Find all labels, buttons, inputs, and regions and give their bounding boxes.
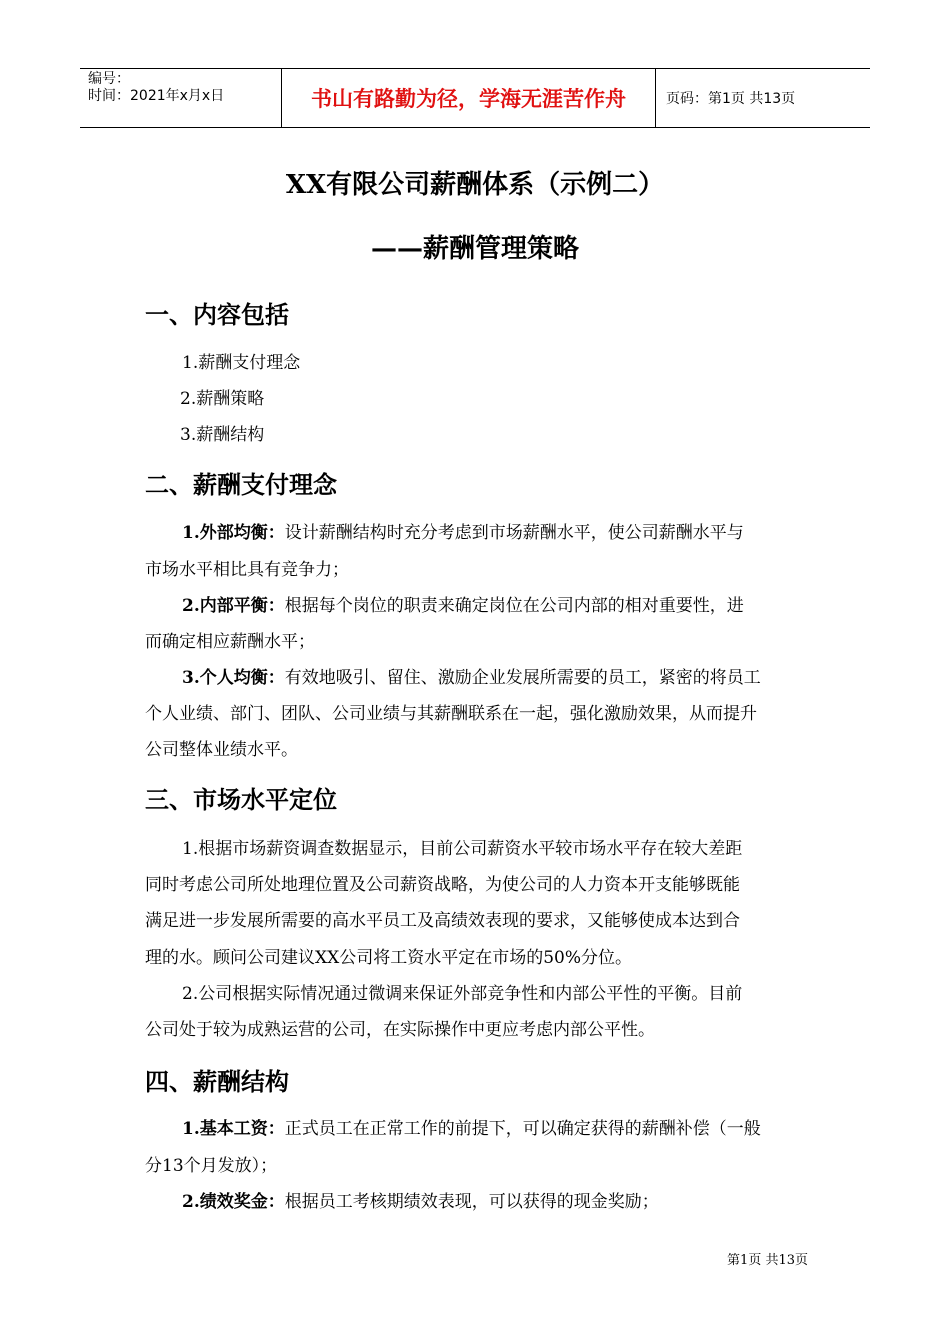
paragraph-text: 根据每个岗位的职责来确定岗位在公司内部的相对重要性，进: [284, 596, 744, 616]
term-label: 2.绩效奖金：: [182, 1192, 285, 1212]
list-item: 3.薪酬结构: [180, 425, 265, 445]
paragraph-line: [182, 518, 847, 543]
section-heading-1: 一、内容包括: [145, 300, 289, 329]
header-time: 时间：2021年x月x日: [88, 88, 225, 104]
term-label: 1.基本工资：: [182, 1119, 285, 1139]
list-item: 1.薪酬支付理念: [182, 353, 301, 373]
list-item: 2.薪酬策略: [180, 389, 265, 409]
header-meta: [80, 69, 282, 127]
header-number: 编号：: [88, 71, 130, 87]
term-label: 3.个人均衡：: [182, 668, 285, 688]
term-label: 2.内部平衡：: [182, 596, 285, 616]
paragraph-line: [182, 663, 847, 688]
paragraph-text: 根据员工考核期绩效表现，可以获得的现金奖励；: [284, 1192, 659, 1212]
paragraph-line: [182, 591, 847, 616]
paragraph-line: 个人业绩、部门、团队、公司业绩与其薪酬联系在一起，强化激励效果，从而提升: [145, 704, 757, 724]
term-label: 1.外部均衡：: [182, 523, 285, 543]
paragraph-line: 公司处于较为成熟运营的公司，在实际操作中更应考虑内部公平性。: [145, 1020, 655, 1040]
paragraph-line: 公司整体业绩水平。: [145, 740, 298, 760]
paragraph-line: 而确定相应薪酬水平；: [145, 632, 315, 652]
paragraph-line: 理的水。顾问公司建议XX公司将工资水平定在市场的50%分位。: [145, 948, 632, 968]
paragraph-line: 2.公司根据实际情况通过微调来保证外部竞争性和内部公平性的平衡。目前: [182, 984, 743, 1004]
paragraph-line: [182, 1114, 847, 1139]
page-header: [80, 68, 870, 128]
header-motto: 书山有路勤为径，学海无涯苦作舟: [282, 69, 656, 127]
header-page-number: 页码：第1页 共13页: [666, 91, 796, 107]
paragraph-text: 设计薪酬结构时充分考虑到市场薪酬水平，使公司薪酬水平与: [284, 523, 744, 543]
section-heading-3: 三、市场水平定位: [145, 785, 337, 814]
page-footer: 第1页 共13页: [727, 1253, 808, 1268]
section-heading-2: 二、薪酬支付理念: [145, 470, 337, 499]
paragraph-line: 市场水平相比具有竞争力；: [145, 560, 349, 580]
paragraph-line: 1.根据市场薪资调查数据显示，目前公司薪资水平较市场水平存在较大差距: [182, 839, 743, 859]
document-title: XX有限公司薪酬体系（示例二）: [285, 170, 665, 200]
paragraph-line: 同时考虑公司所处地理位置及公司薪资战略，为使公司的人力资本开支能够既能: [145, 875, 740, 895]
paragraph-line: [182, 1187, 847, 1212]
document-subtitle: ——薪酬管理策略: [370, 234, 579, 264]
section-heading-4: 四、薪酬结构: [145, 1067, 289, 1096]
paragraph-text: 有效地吸引、留住、激励企业发展所需要的员工，紧密的将员工: [284, 668, 761, 688]
paragraph-text: 正式员工在正常工作的前提下，可以确定获得的薪酬补偿（一般: [284, 1119, 761, 1139]
paragraph-line: 分13个月发放）；: [145, 1156, 278, 1176]
paragraph-line: 满足进一步发展所需要的高水平员工及高绩效表现的要求，又能够使成本达到合: [145, 911, 740, 931]
